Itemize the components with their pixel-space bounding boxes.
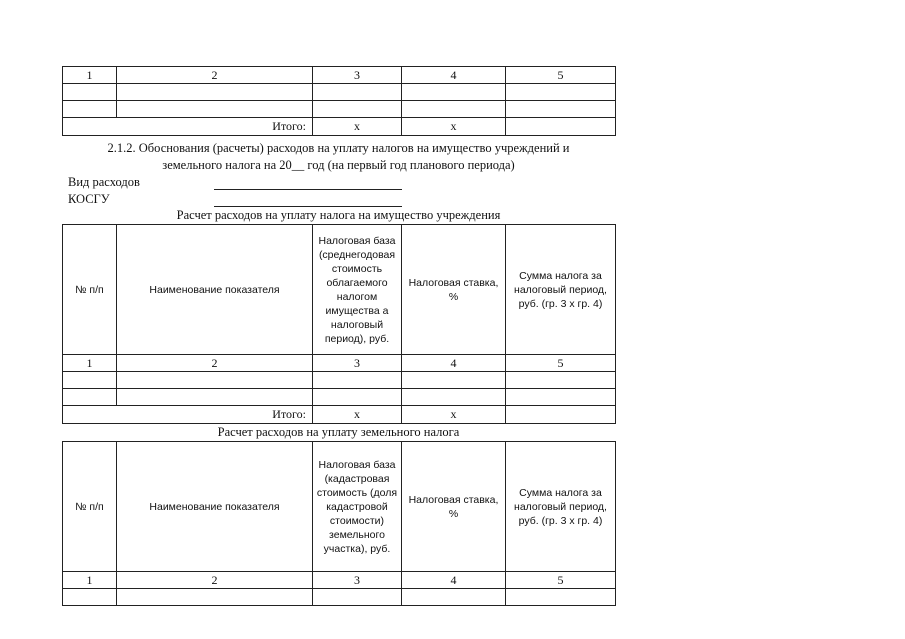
header-cell: Сумма налога за налоговый период, руб. (гр. 3 х гр. 4) bbox=[506, 442, 616, 572]
column-number-row bbox=[63, 572, 616, 589]
header-row bbox=[63, 442, 616, 572]
header-cell: № п/п bbox=[63, 225, 117, 355]
total-sum-cell[interactable] bbox=[506, 118, 616, 136]
col-number: 2 bbox=[117, 355, 313, 372]
table-cell[interactable] bbox=[402, 101, 506, 118]
section-heading bbox=[62, 140, 615, 174]
header-cell: № п/п bbox=[63, 442, 117, 572]
col-number: 3 bbox=[313, 355, 402, 372]
col-number: 1 bbox=[63, 67, 117, 84]
property-tax-table bbox=[62, 224, 616, 424]
header-cell: Налоговая база (среднегодовая стоимость облагаемого налогом имущества а налоговый период), руб. bbox=[313, 225, 402, 355]
total-row bbox=[63, 406, 616, 424]
table-cell[interactable] bbox=[402, 84, 506, 101]
col-number: 5 bbox=[506, 355, 616, 372]
table-cell[interactable] bbox=[313, 101, 402, 118]
section-heading-line2: земельного налога на 20__ год (на первый год планового периода) bbox=[162, 158, 515, 172]
table-cell[interactable] bbox=[63, 389, 117, 406]
table-row bbox=[63, 389, 616, 406]
table-cell[interactable] bbox=[402, 389, 506, 406]
table-cell[interactable] bbox=[63, 372, 117, 389]
table-cell[interactable] bbox=[117, 372, 313, 389]
table-cell[interactable] bbox=[506, 589, 616, 606]
header-cell: Наименование показателя bbox=[117, 442, 313, 572]
table-row bbox=[63, 589, 616, 606]
total-sum-cell[interactable] bbox=[506, 406, 616, 424]
table-cell[interactable] bbox=[313, 389, 402, 406]
table-cell[interactable] bbox=[313, 589, 402, 606]
table-cell[interactable] bbox=[506, 84, 616, 101]
table-cell[interactable] bbox=[117, 389, 313, 406]
col-number: 3 bbox=[313, 67, 402, 84]
table-cell[interactable] bbox=[402, 372, 506, 389]
table-cell[interactable] bbox=[402, 589, 506, 606]
header-cell: Сумма налога за налоговый период, руб. (гр. 3 х гр. 4) bbox=[506, 225, 616, 355]
x-mark: x bbox=[402, 118, 506, 136]
total-label: Итого: bbox=[63, 406, 313, 424]
header-cell: Налоговая база (кадастровая стоимость (доля кадастровой стоимости) земельного участка), руб. bbox=[313, 442, 402, 572]
table-cell[interactable] bbox=[117, 101, 313, 118]
table-cell[interactable] bbox=[117, 84, 313, 101]
x-mark: x bbox=[402, 406, 506, 424]
total-row bbox=[63, 118, 616, 136]
header-cell: Наименование показателя bbox=[117, 225, 313, 355]
header-cell: Налоговая ставка, % bbox=[402, 225, 506, 355]
vid-raskhodov-input-line[interactable] bbox=[214, 189, 402, 190]
total-label: Итого: bbox=[63, 118, 313, 136]
property-tax-title: Расчет расходов на уплату налога на имущество учреждения bbox=[176, 208, 501, 222]
col-number: 5 bbox=[506, 572, 616, 589]
kosgu-input-line[interactable] bbox=[214, 206, 402, 207]
col-number: 2 bbox=[117, 572, 313, 589]
col-number: 1 bbox=[63, 355, 117, 372]
col-number: 3 bbox=[313, 572, 402, 589]
previous-table bbox=[62, 66, 616, 136]
land-tax-title: Расчет расходов на уплату земельного налога bbox=[217, 425, 460, 439]
col-number: 2 bbox=[117, 67, 313, 84]
header-cell: Налоговая ставка, % bbox=[402, 442, 506, 572]
column-number-row bbox=[63, 355, 616, 372]
x-mark: x bbox=[313, 406, 402, 424]
col-number: 5 bbox=[506, 67, 616, 84]
col-number: 4 bbox=[402, 67, 506, 84]
table-row bbox=[63, 101, 616, 118]
kosgu-label: КОСГУ bbox=[68, 192, 110, 206]
table-cell[interactable] bbox=[63, 101, 117, 118]
table-cell[interactable] bbox=[63, 84, 117, 101]
section-heading-line1: 2.1.2. Обоснования (расчеты) расходов на уплату налогов на имущество учреждений и bbox=[107, 141, 570, 155]
table-cell[interactable] bbox=[506, 389, 616, 406]
table-cell[interactable] bbox=[506, 372, 616, 389]
col-number: 1 bbox=[63, 572, 117, 589]
column-number-row bbox=[63, 67, 616, 84]
table-row bbox=[63, 372, 616, 389]
table-cell[interactable] bbox=[313, 372, 402, 389]
table-row bbox=[63, 84, 616, 101]
table-cell[interactable] bbox=[63, 589, 117, 606]
col-number: 4 bbox=[402, 572, 506, 589]
table-cell[interactable] bbox=[117, 589, 313, 606]
land-tax-table bbox=[62, 441, 616, 606]
table-cell[interactable] bbox=[506, 101, 616, 118]
x-mark: x bbox=[313, 118, 402, 136]
header-row bbox=[63, 225, 616, 355]
table-cell[interactable] bbox=[313, 84, 402, 101]
col-number: 4 bbox=[402, 355, 506, 372]
vid-raskhodov-label: Вид расходов bbox=[68, 175, 140, 189]
